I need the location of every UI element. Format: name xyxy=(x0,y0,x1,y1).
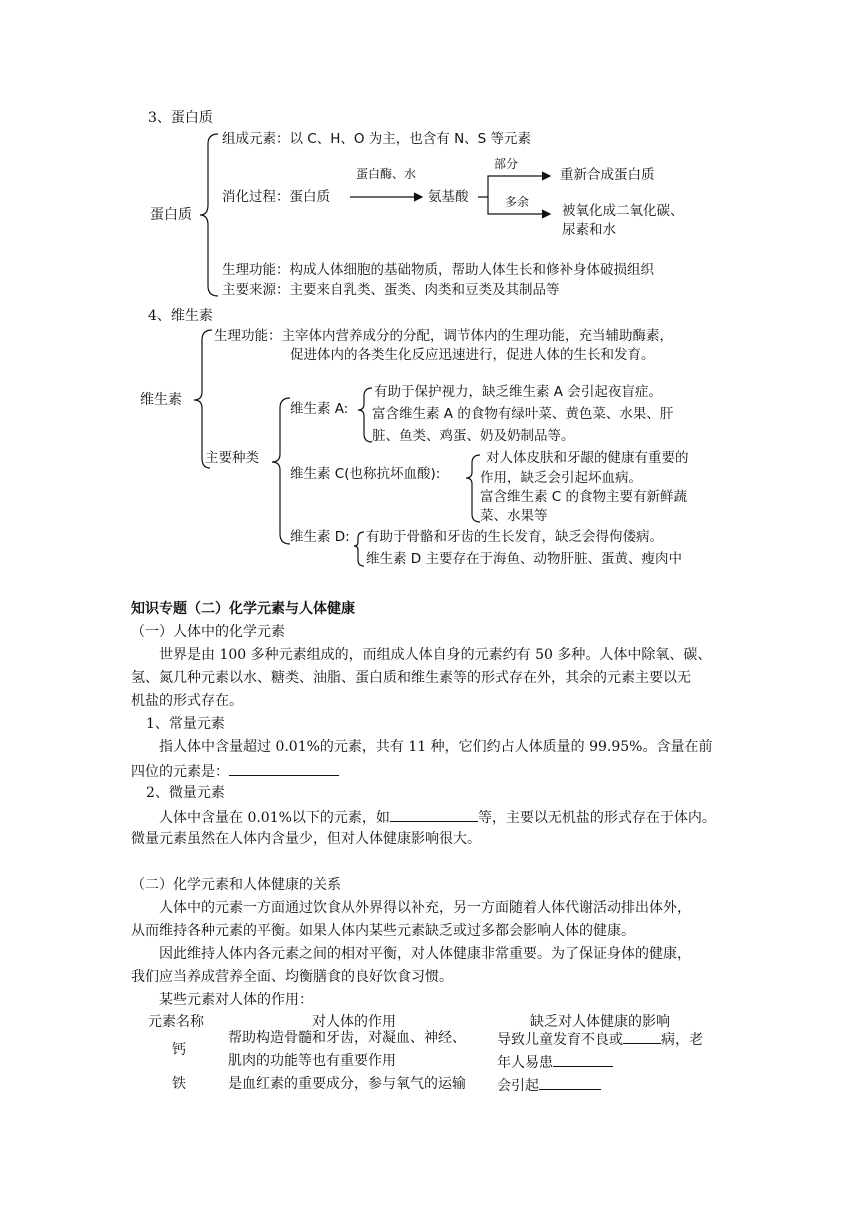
micro-line1 xyxy=(159,809,716,825)
vitamin-c-line2: 作用，缺乏会引起坏血病。 xyxy=(480,470,642,486)
micro-answer-blank[interactable] xyxy=(390,809,478,822)
excess-branch xyxy=(488,197,548,214)
sec1-p1-line1: 世界是由 100 多种元素组成的，而组成人体自身的元素约有 50 多种。人体中除氧、碳、 xyxy=(159,647,712,663)
table-header-effect: 对人体的作用 xyxy=(312,1014,396,1030)
vitamin-c-line3: 富含维生素 C 的食物主要有新鲜蔬 xyxy=(480,489,688,505)
oxidized-line2: 尿素和水 xyxy=(562,222,616,238)
macro-line2-text: 四位的元素是： xyxy=(131,764,229,780)
table-intro: 某些元素对人体的作用： xyxy=(159,992,313,1008)
excess-arrowhead xyxy=(542,210,550,218)
oxidized-line1: 被氧化成二氧化碳、 xyxy=(562,203,684,219)
vitamin-c-brace xyxy=(466,455,480,522)
micro-line1-b: 等，主要以无机盐的形式存在于体内。 xyxy=(477,810,716,826)
row-element-name: 铁 xyxy=(172,1076,186,1092)
vitamin-d-brace xyxy=(354,532,364,566)
sec2-p2-line1: 因此维持人体内各元素之间的相对平衡，对人体健康非常重要。为了保证身体的健康， xyxy=(159,946,691,962)
row-effect-line1: 是血红素的重要成分，参与氧气的运输 xyxy=(228,1076,466,1092)
protein-composition: 组成元素：以 C、H、O 为主，也含有 N、S 等元素 xyxy=(222,131,532,147)
sec2-p1-line2: 从而维持各种元素的平衡。如果人体内某些元素缺乏或过多都会影响人体的健康。 xyxy=(131,923,635,939)
anemia-answer-blank[interactable] xyxy=(539,1077,601,1090)
digestion-arrowhead xyxy=(414,193,422,201)
sec1-p1-line2: 氢、氮几种元素以水、糖类、油脂、蛋白质和维生素等的形式存在外，其余的元素主要以无 xyxy=(131,670,691,686)
rickets-answer-blank[interactable] xyxy=(623,1031,661,1044)
sec2-p2-line2: 我们应当养成营养全面、均衡膳食的良好饮食习惯。 xyxy=(131,969,453,985)
vitamin-a-label: 维生素 A: xyxy=(290,401,349,417)
row-lack-line1 xyxy=(497,1031,703,1047)
macro-line1: 指人体中含量超过 0.01%的元素，共有 11 种，它们约占人体质量的 99.95%。含量在前 xyxy=(159,739,713,755)
topic2-title: 知识专题（二）化学元素与人体健康 xyxy=(131,601,355,617)
part-arrowhead xyxy=(542,172,550,180)
row-lack-line1 xyxy=(497,1077,601,1093)
micro-line2: 微量元素虽然在人体内含量少，但对人体健康影响很大。 xyxy=(131,831,481,847)
row-effect-line2: 肌肉的功能等也有重要作用 xyxy=(228,1053,396,1069)
resynthesis-label: 重新合成蛋白质 xyxy=(560,167,655,183)
sec1-p1-line3: 机盐的形式存在。 xyxy=(131,693,243,709)
vitamin-types-label: 主要种类 xyxy=(205,450,259,466)
macro-line2 xyxy=(131,763,339,779)
table-header-name: 元素名称 xyxy=(148,1014,204,1030)
vitamin-root: 维生素 xyxy=(140,392,182,408)
amino-acid-label: 氨基酸 xyxy=(428,189,469,205)
row-lack-line2-text: 年人易患 xyxy=(497,1055,553,1071)
row-lack-line1-b: 病，老 xyxy=(661,1032,703,1048)
excess-label: 多余 xyxy=(505,195,530,209)
row-effect-line1: 帮助构造骨髓和牙齿，对凝血、神经、 xyxy=(228,1030,466,1046)
row-element-name: 钙 xyxy=(172,1042,186,1058)
protein-root: 蛋白质 xyxy=(150,207,192,223)
vitamin-d-line1: 有助于骨骼和牙齿的生长发育，缺乏会得佝偻病。 xyxy=(366,529,663,545)
types-brace xyxy=(272,398,290,544)
micro-title: 2、微量元素 xyxy=(146,785,225,801)
vitamin-brace xyxy=(194,330,212,468)
vitamin-c-label: 维生素 C(也称抗坏血酸): xyxy=(290,466,441,482)
vitamin-function-line1: 生理功能：主宰体内营养成分的分配，调节体内的生理功能，充当辅助酶素， xyxy=(214,328,673,344)
vitamin-a-line2: 富含维生素 A 的食物有绿叶菜、黄色菜、水果、肝 xyxy=(372,406,674,422)
part-label: 部分 xyxy=(494,157,519,171)
protein-brace xyxy=(200,134,218,296)
protein-digestion-label: 消化过程：蛋白质 xyxy=(222,189,330,205)
sec1-title: （一）人体中的化学元素 xyxy=(131,624,285,640)
amino-branch xyxy=(478,176,548,197)
vitamin-d-line2: 维生素 D 主要存在于海鱼、动物肝脏、蛋黄、瘦肉中 xyxy=(366,551,682,567)
vitamin-a-line1: 有助于保护视力，缺乏维生素 A 会引起夜盲症。 xyxy=(374,384,662,400)
vitamin-a-line3: 脏、鱼类、鸡蛋、奶及奶制品等。 xyxy=(372,428,575,444)
diagram-brackets xyxy=(0,0,860,600)
vitamin-c-line1: 对人体皮肤和牙龈的健康有重要的 xyxy=(486,450,689,466)
protein-source: 主要来源：主要来自乳类、蛋类、肉类和豆类及其制品等 xyxy=(222,282,560,298)
row-lack-line2 xyxy=(497,1054,613,1070)
osteoporosis-answer-blank[interactable] xyxy=(553,1054,613,1067)
vitamin-a-brace xyxy=(358,388,372,442)
macro-answer-blank[interactable] xyxy=(229,763,339,776)
micro-line1-a: 人体中含量在 0.01%以下的元素，如 xyxy=(159,810,390,826)
row-lack-line1-text: 会引起 xyxy=(497,1078,539,1094)
protein-arrow-label: 蛋白酶、水 xyxy=(356,167,417,181)
vitamin-function-line2: 促进体内的各类生化反应迅速进行，促进人体的生长和发育。 xyxy=(290,347,655,363)
protein-function: 生理功能：构成人体细胞的基础物质，帮助人体生长和修补身体破损组织 xyxy=(222,262,654,278)
sec2-title: （二）化学元素和人体健康的关系 xyxy=(131,877,341,893)
vitamin-heading: 4、维生素 xyxy=(148,308,213,324)
row-lack-line1-a: 导致儿童发育不良或 xyxy=(497,1032,623,1048)
sec2-p1-line1: 人体中的元素一方面通过饮食从外界得以补充，另一方面随着人体代谢活动排出体外， xyxy=(159,900,691,916)
vitamin-d-label: 维生素 D: xyxy=(290,529,350,545)
protein-heading: 3、蛋白质 xyxy=(148,110,213,126)
macro-title: 1、常量元素 xyxy=(146,716,225,732)
table-header-lack: 缺乏对人体健康的影响 xyxy=(530,1014,670,1030)
vitamin-c-line4: 菜、水果等 xyxy=(480,508,548,524)
